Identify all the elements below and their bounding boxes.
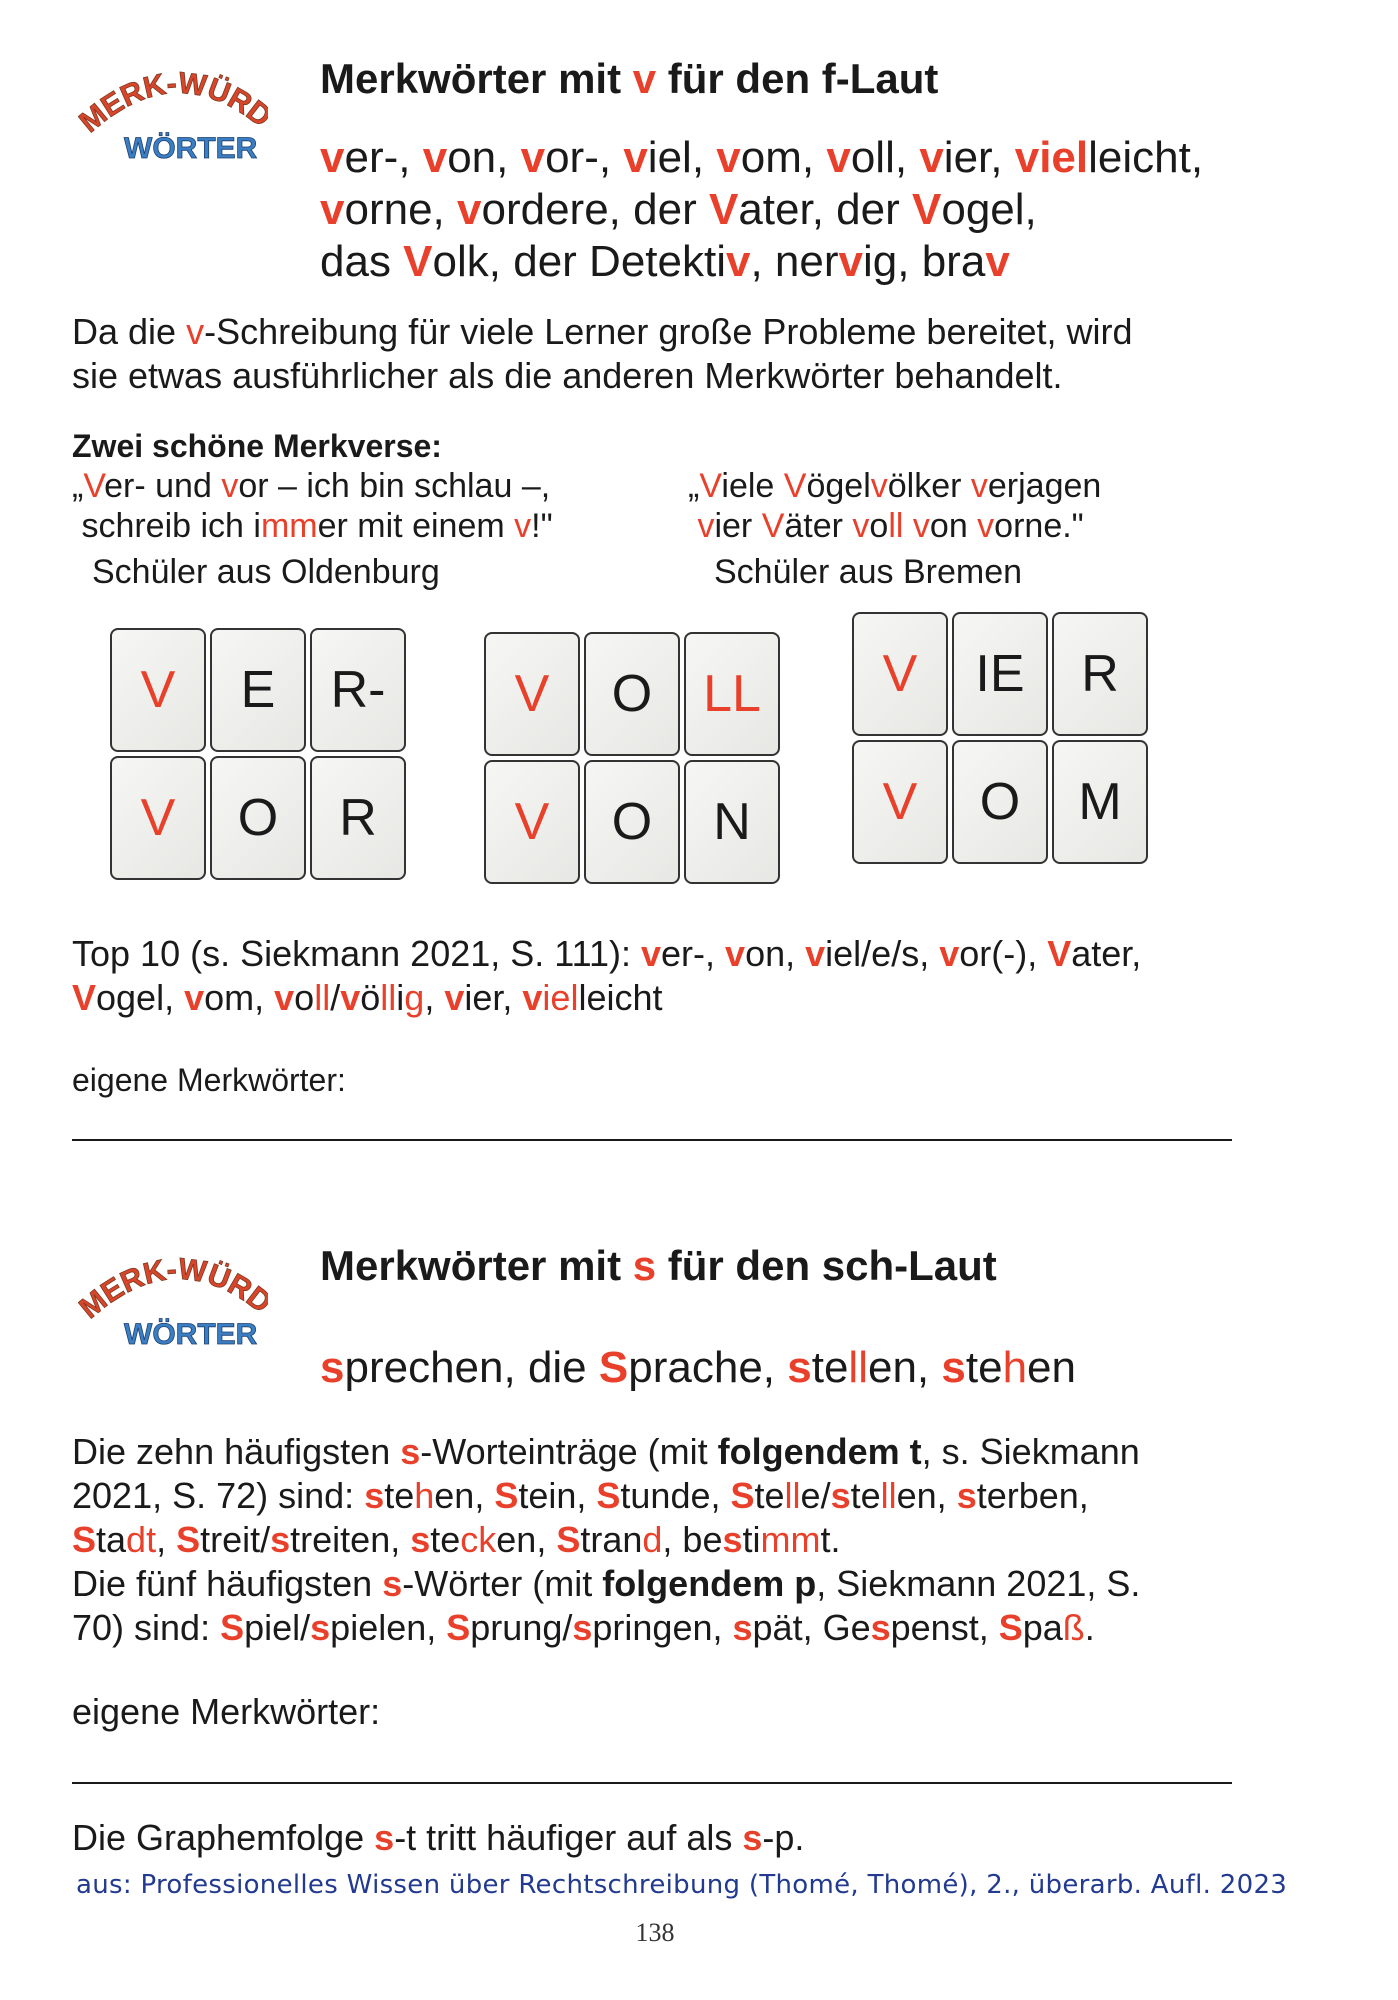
accent-letters: v xyxy=(274,977,295,1018)
accent-letters: S xyxy=(446,1607,471,1648)
text-line xyxy=(688,506,1101,546)
accent-letters: S xyxy=(72,1519,97,1560)
text-segment: en, xyxy=(434,1475,495,1516)
accent-letters: h xyxy=(1002,1343,1028,1392)
accent-letters: v xyxy=(939,933,960,974)
text-segment: piel/ xyxy=(244,1607,311,1648)
accent-letters: V xyxy=(403,237,433,286)
text-segment: tein, xyxy=(518,1475,597,1516)
text-segment: , Siekmann 2021, S. xyxy=(816,1563,1141,1604)
text-segment: ig, bra xyxy=(863,237,986,286)
accent-letters: v xyxy=(870,467,888,505)
text-segment: en xyxy=(1027,1343,1076,1392)
accent-letters: v xyxy=(697,507,715,545)
letter-tile: E xyxy=(210,628,306,752)
text-segment: ta xyxy=(96,1519,127,1560)
logo2-line2: WÖRTER xyxy=(124,1318,258,1351)
accent-letters: v xyxy=(970,467,988,505)
text-segment: erjagen xyxy=(987,467,1102,505)
accent-letters: viel xyxy=(1014,133,1089,182)
text-segment: tunde, xyxy=(620,1475,731,1516)
text-segment: schreib ich i xyxy=(72,507,261,545)
text-segment: Die fünf häufigsten xyxy=(72,1563,383,1604)
accent-letters: V xyxy=(708,185,739,234)
letter-tile: N xyxy=(684,760,780,884)
text-line xyxy=(72,1430,1140,1474)
accent-letters: g xyxy=(404,977,425,1018)
merkwuerdige-woerter-logo xyxy=(78,62,268,172)
accent-letters: s xyxy=(787,1343,812,1392)
text-segment: . xyxy=(1084,1607,1095,1648)
top10-list xyxy=(72,932,1272,1020)
text-segment: er- und xyxy=(104,467,222,505)
accent-letters: S xyxy=(176,1519,201,1560)
own-words-writing-line-1[interactable] xyxy=(72,1139,1232,1141)
accent-letters: S xyxy=(730,1475,755,1516)
section1-word-list xyxy=(320,132,1203,288)
accent-letters: s xyxy=(320,1343,345,1392)
text-segment: te xyxy=(384,1475,415,1516)
accent-letters: v xyxy=(221,467,239,505)
text-segment: on, xyxy=(447,133,521,182)
accent-letters: v xyxy=(444,977,465,1018)
accent-letters: s xyxy=(572,1607,593,1648)
accent-letters: v xyxy=(726,237,751,286)
section2-title: Merkwörter mit s für den sch-Laut xyxy=(320,1242,997,1289)
accent-letters: v xyxy=(320,133,345,182)
text-segment: -Worteinträge (mit xyxy=(420,1431,718,1472)
text-segment: ogel, xyxy=(96,977,185,1018)
letter-tile: LL xyxy=(684,632,780,756)
section2-paragraph xyxy=(72,1430,1140,1650)
text-segment: oll, xyxy=(850,133,920,182)
accent-letters: iel xyxy=(542,977,579,1018)
accent-letters: V xyxy=(699,467,722,505)
text-segment: , be xyxy=(662,1519,723,1560)
accent-letters: s xyxy=(956,1475,977,1516)
accent-letters: v xyxy=(422,133,448,182)
accent-letters: v xyxy=(623,133,648,182)
text-line xyxy=(72,310,1133,354)
bold-text: folgendem p xyxy=(602,1563,817,1604)
text-segment: t. xyxy=(820,1519,841,1560)
text-segment: o xyxy=(294,977,315,1018)
text-segment: ogel, xyxy=(941,185,1037,234)
accent-letters: ll xyxy=(848,1343,868,1392)
letter-tile: V xyxy=(852,612,948,736)
accent-letters: v xyxy=(912,507,930,545)
text-segment: „ xyxy=(72,467,84,505)
accent-letters: v xyxy=(919,133,944,182)
text-segment: ordere, der xyxy=(481,185,709,234)
merkwuerdige-woerter-logo-2 xyxy=(78,1248,268,1358)
verse-bremen xyxy=(688,466,1101,592)
letter-tile: M xyxy=(1052,740,1148,864)
text-segment: prung/ xyxy=(470,1607,573,1648)
accent-letters: v xyxy=(805,933,826,974)
letter-tile: V xyxy=(484,760,580,884)
text-line xyxy=(72,932,1272,976)
accent-letters: v xyxy=(977,507,995,545)
text-segment: prechen, die xyxy=(344,1343,599,1392)
text-segment: , ner xyxy=(750,237,839,286)
text-segment: or-, xyxy=(545,133,624,182)
accent-letters: S xyxy=(494,1475,519,1516)
accent-letters: S xyxy=(220,1607,245,1648)
page-number: 138 xyxy=(635,1918,675,1947)
accent-letters: v xyxy=(852,507,870,545)
text-line xyxy=(320,132,1203,184)
section2-final-line xyxy=(72,1816,804,1860)
letter-tiles-vier-vom xyxy=(852,612,1148,864)
text-line xyxy=(72,466,553,506)
logo-line1: ERK-WÜR xyxy=(95,66,258,124)
accent-letters: s xyxy=(722,1519,743,1560)
text-segment: ti xyxy=(742,1519,761,1560)
text-line xyxy=(688,466,1101,506)
text-segment: orne, xyxy=(344,185,457,234)
text-segment: on, xyxy=(745,933,806,974)
text-segment: Die Graphemfolge xyxy=(72,1817,375,1858)
letter-tile: IE xyxy=(952,612,1048,736)
accent-letters: ll xyxy=(314,977,331,1018)
text-segment: er-, xyxy=(661,933,726,974)
accent-letters: mm xyxy=(260,507,318,545)
text-line xyxy=(72,1816,804,1860)
own-words-label-2: eigene Merkwörter: xyxy=(72,1691,381,1732)
accent-letters: ck xyxy=(460,1519,497,1560)
text-segment: te xyxy=(811,1343,849,1392)
accent-letters: mm xyxy=(760,1519,821,1560)
letter-tile: V xyxy=(484,632,580,756)
letter-tile: O xyxy=(584,632,680,756)
text-segment: er-, xyxy=(344,133,423,182)
text-segment: ater, xyxy=(1071,933,1142,974)
text-segment: , xyxy=(156,1519,177,1560)
letter-tile: O xyxy=(952,740,1048,864)
letter-tiles-ver-vor xyxy=(110,628,406,880)
text-segment: äter xyxy=(784,507,853,545)
bold-text: folgendem t xyxy=(717,1431,922,1472)
text-segment: Top 10 (s. Siekmann 2021, S. 111): xyxy=(72,933,641,974)
accent-letters: s xyxy=(870,1607,891,1648)
accent-letters: s xyxy=(374,1817,395,1858)
accent-letters: v xyxy=(985,237,1010,286)
accent-letters: dt xyxy=(126,1519,157,1560)
accent-letters: s xyxy=(410,1519,431,1560)
letter-tile: V xyxy=(110,628,206,752)
own-words-label-1: eigene Merkwörter: xyxy=(72,1062,346,1098)
accent-letters: v xyxy=(340,977,361,1018)
text-segment: en, xyxy=(867,1343,942,1392)
text-segment: te xyxy=(430,1519,461,1560)
text-segment: ier, xyxy=(464,977,523,1018)
text-line xyxy=(72,1518,1140,1562)
text-segment: sie etwas ausführlicher als die anderen Merkwörter behandelt. xyxy=(72,355,1063,396)
accent-letters: s xyxy=(830,1475,851,1516)
text-segment: -p. xyxy=(762,1817,805,1858)
accent-letters: s xyxy=(270,1519,291,1560)
text-segment: ier xyxy=(714,507,762,545)
text-segment: , s. Siekmann xyxy=(921,1431,1140,1472)
text-line xyxy=(72,506,553,546)
accent-letters: v xyxy=(838,237,864,286)
text-segment: Da die xyxy=(72,311,187,352)
text-segment: olk, der Detekti xyxy=(432,237,726,286)
accent-letters: ß xyxy=(1062,1607,1085,1648)
text-segment: en, xyxy=(896,1475,957,1516)
text-segment: , xyxy=(424,977,445,1018)
section1-title: Merkwörter mit v für den f-Laut xyxy=(320,55,939,102)
letter-tile: R xyxy=(1052,612,1148,736)
accent-letters: V xyxy=(761,507,785,545)
accent-letters: s xyxy=(310,1607,331,1648)
verse-oldenburg xyxy=(72,466,553,592)
text-segment: o xyxy=(869,507,889,545)
text-segment: te xyxy=(754,1475,785,1516)
text-segment: pät, Ge xyxy=(752,1607,871,1648)
verse-bremen-source: Schüler aus Bremen xyxy=(714,553,1023,591)
accent-letters: d xyxy=(642,1519,663,1560)
text-segment: pringen, xyxy=(592,1607,733,1648)
accent-letters: v xyxy=(716,133,741,182)
accent-letters: S xyxy=(596,1475,621,1516)
text-segment: e/ xyxy=(800,1475,831,1516)
letter-tile: V xyxy=(852,740,948,864)
text-segment: leicht, xyxy=(1088,133,1204,182)
own-words-writing-line-2[interactable] xyxy=(72,1782,1232,1784)
text-segment: pielen, xyxy=(330,1607,447,1648)
accent-letters: v xyxy=(520,133,546,182)
text-segment: orne." xyxy=(994,507,1084,545)
letter-tile: O xyxy=(584,760,680,884)
accent-letters: V xyxy=(1047,933,1072,974)
section2-word-list xyxy=(320,1342,1076,1394)
accent-letters: v xyxy=(826,133,851,182)
text-segment: Die zehn häufigsten xyxy=(72,1431,401,1472)
accent-letters: S xyxy=(598,1343,629,1392)
text-segment: -Wörter (mit xyxy=(402,1563,603,1604)
section1-intro xyxy=(72,310,1133,398)
letter-tile: R xyxy=(310,756,406,880)
text-segment: treiten, xyxy=(290,1519,411,1560)
logo-line2: WÖRTER xyxy=(124,132,258,165)
text-segment: 70) sind: xyxy=(72,1607,221,1648)
accent-letters: v xyxy=(514,507,532,545)
text-segment: om, xyxy=(740,133,827,182)
text-segment: -t tritt häufiger auf als xyxy=(394,1817,743,1858)
accent-letters: V xyxy=(72,977,97,1018)
accent-letters: s xyxy=(732,1607,753,1648)
text-segment: ölker xyxy=(887,467,971,505)
text-line xyxy=(72,1562,1140,1606)
text-segment: das xyxy=(320,237,404,286)
text-line xyxy=(320,236,1203,288)
text-line xyxy=(72,976,1272,1020)
accent-letters: s xyxy=(382,1563,403,1604)
accent-letters: ll xyxy=(380,977,397,1018)
text-segment: pa xyxy=(1022,1607,1063,1648)
verse-oldenburg-source: Schüler aus Oldenburg xyxy=(92,553,440,591)
text-segment: treit/ xyxy=(200,1519,271,1560)
text-line xyxy=(72,1606,1140,1650)
text-segment: tran xyxy=(580,1519,643,1560)
svg-text:MERK-WÜRDIGE xyxy=(78,1248,268,1325)
text-segment: iel/e/s, xyxy=(825,933,940,974)
letter-tiles-voll-von xyxy=(484,632,780,884)
text-segment: te xyxy=(850,1475,881,1516)
text-segment: or(-), xyxy=(959,933,1048,974)
text-segment: iele xyxy=(721,467,784,505)
verses-title: Zwei schöne Merkverse: xyxy=(72,428,442,464)
accent-letters: h xyxy=(414,1475,435,1516)
text-line xyxy=(320,184,1203,236)
text-segment: er mit einem xyxy=(317,507,515,545)
accent-letters: v xyxy=(457,185,482,234)
accent-letters: S xyxy=(556,1519,581,1560)
text-segment: ater, der xyxy=(738,185,912,234)
accent-letters: s xyxy=(364,1475,385,1516)
accent-letters: s xyxy=(400,1431,421,1472)
text-segment: 2021, S. 72) sind: xyxy=(72,1475,365,1516)
accent-letters: v xyxy=(320,185,345,234)
text-segment: ögel xyxy=(806,467,871,505)
text-segment: -Schreibung für viele Lerner große Probleme bereitet, wird xyxy=(204,311,1133,352)
letter-tile: V xyxy=(110,756,206,880)
accent-letters: v xyxy=(184,977,205,1018)
accent-letters: V xyxy=(783,467,807,505)
accent-letters: V xyxy=(83,467,105,505)
svg-text:MERK-WÜRDIGE xyxy=(78,62,268,139)
text-segment: penst, xyxy=(890,1607,999,1648)
text-segment xyxy=(903,507,912,545)
text-segment: or – ich bin schlau –, xyxy=(238,467,551,505)
accent-letters: v xyxy=(186,311,205,352)
text-segment: en, xyxy=(496,1519,557,1560)
text-line xyxy=(72,354,1133,398)
text-segment: prache, xyxy=(628,1343,788,1392)
text-segment: on xyxy=(929,507,978,545)
text-line xyxy=(320,1342,1076,1394)
text-segment: „ xyxy=(688,467,700,505)
text-segment: om, xyxy=(204,977,275,1018)
text-segment: iel, xyxy=(647,133,717,182)
letter-tile: O xyxy=(210,756,306,880)
accent-letters: v xyxy=(725,933,746,974)
text-segment: terben, xyxy=(976,1475,1089,1516)
accent-letters: ll xyxy=(888,507,904,545)
logo2-line1: ERK-WÜR xyxy=(95,1252,258,1310)
accent-letters: S xyxy=(998,1607,1023,1648)
text-segment: i xyxy=(396,977,405,1018)
accent-letters: s xyxy=(742,1817,763,1858)
accent-letters: ll xyxy=(880,1475,897,1516)
accent-letters: V xyxy=(911,185,942,234)
text-segment: ier, xyxy=(943,133,1015,182)
accent-letters: s xyxy=(941,1343,966,1392)
text-segment: / xyxy=(330,977,341,1018)
source-citation: aus: Professionelles Wissen über Rechtschreibung (Thomé, Thomé), 2., überarb. Aufl. 2023 xyxy=(76,1870,1288,1900)
accent-letters: v xyxy=(641,933,662,974)
text-segment: ö xyxy=(360,977,381,1018)
letter-tile: R- xyxy=(310,628,406,752)
text-segment: !" xyxy=(531,507,553,545)
accent-letters: ll xyxy=(784,1475,801,1516)
text-segment: te xyxy=(965,1343,1003,1392)
text-line xyxy=(72,1474,1140,1518)
accent-letters: v xyxy=(522,977,543,1018)
text-segment: leicht xyxy=(578,977,663,1018)
